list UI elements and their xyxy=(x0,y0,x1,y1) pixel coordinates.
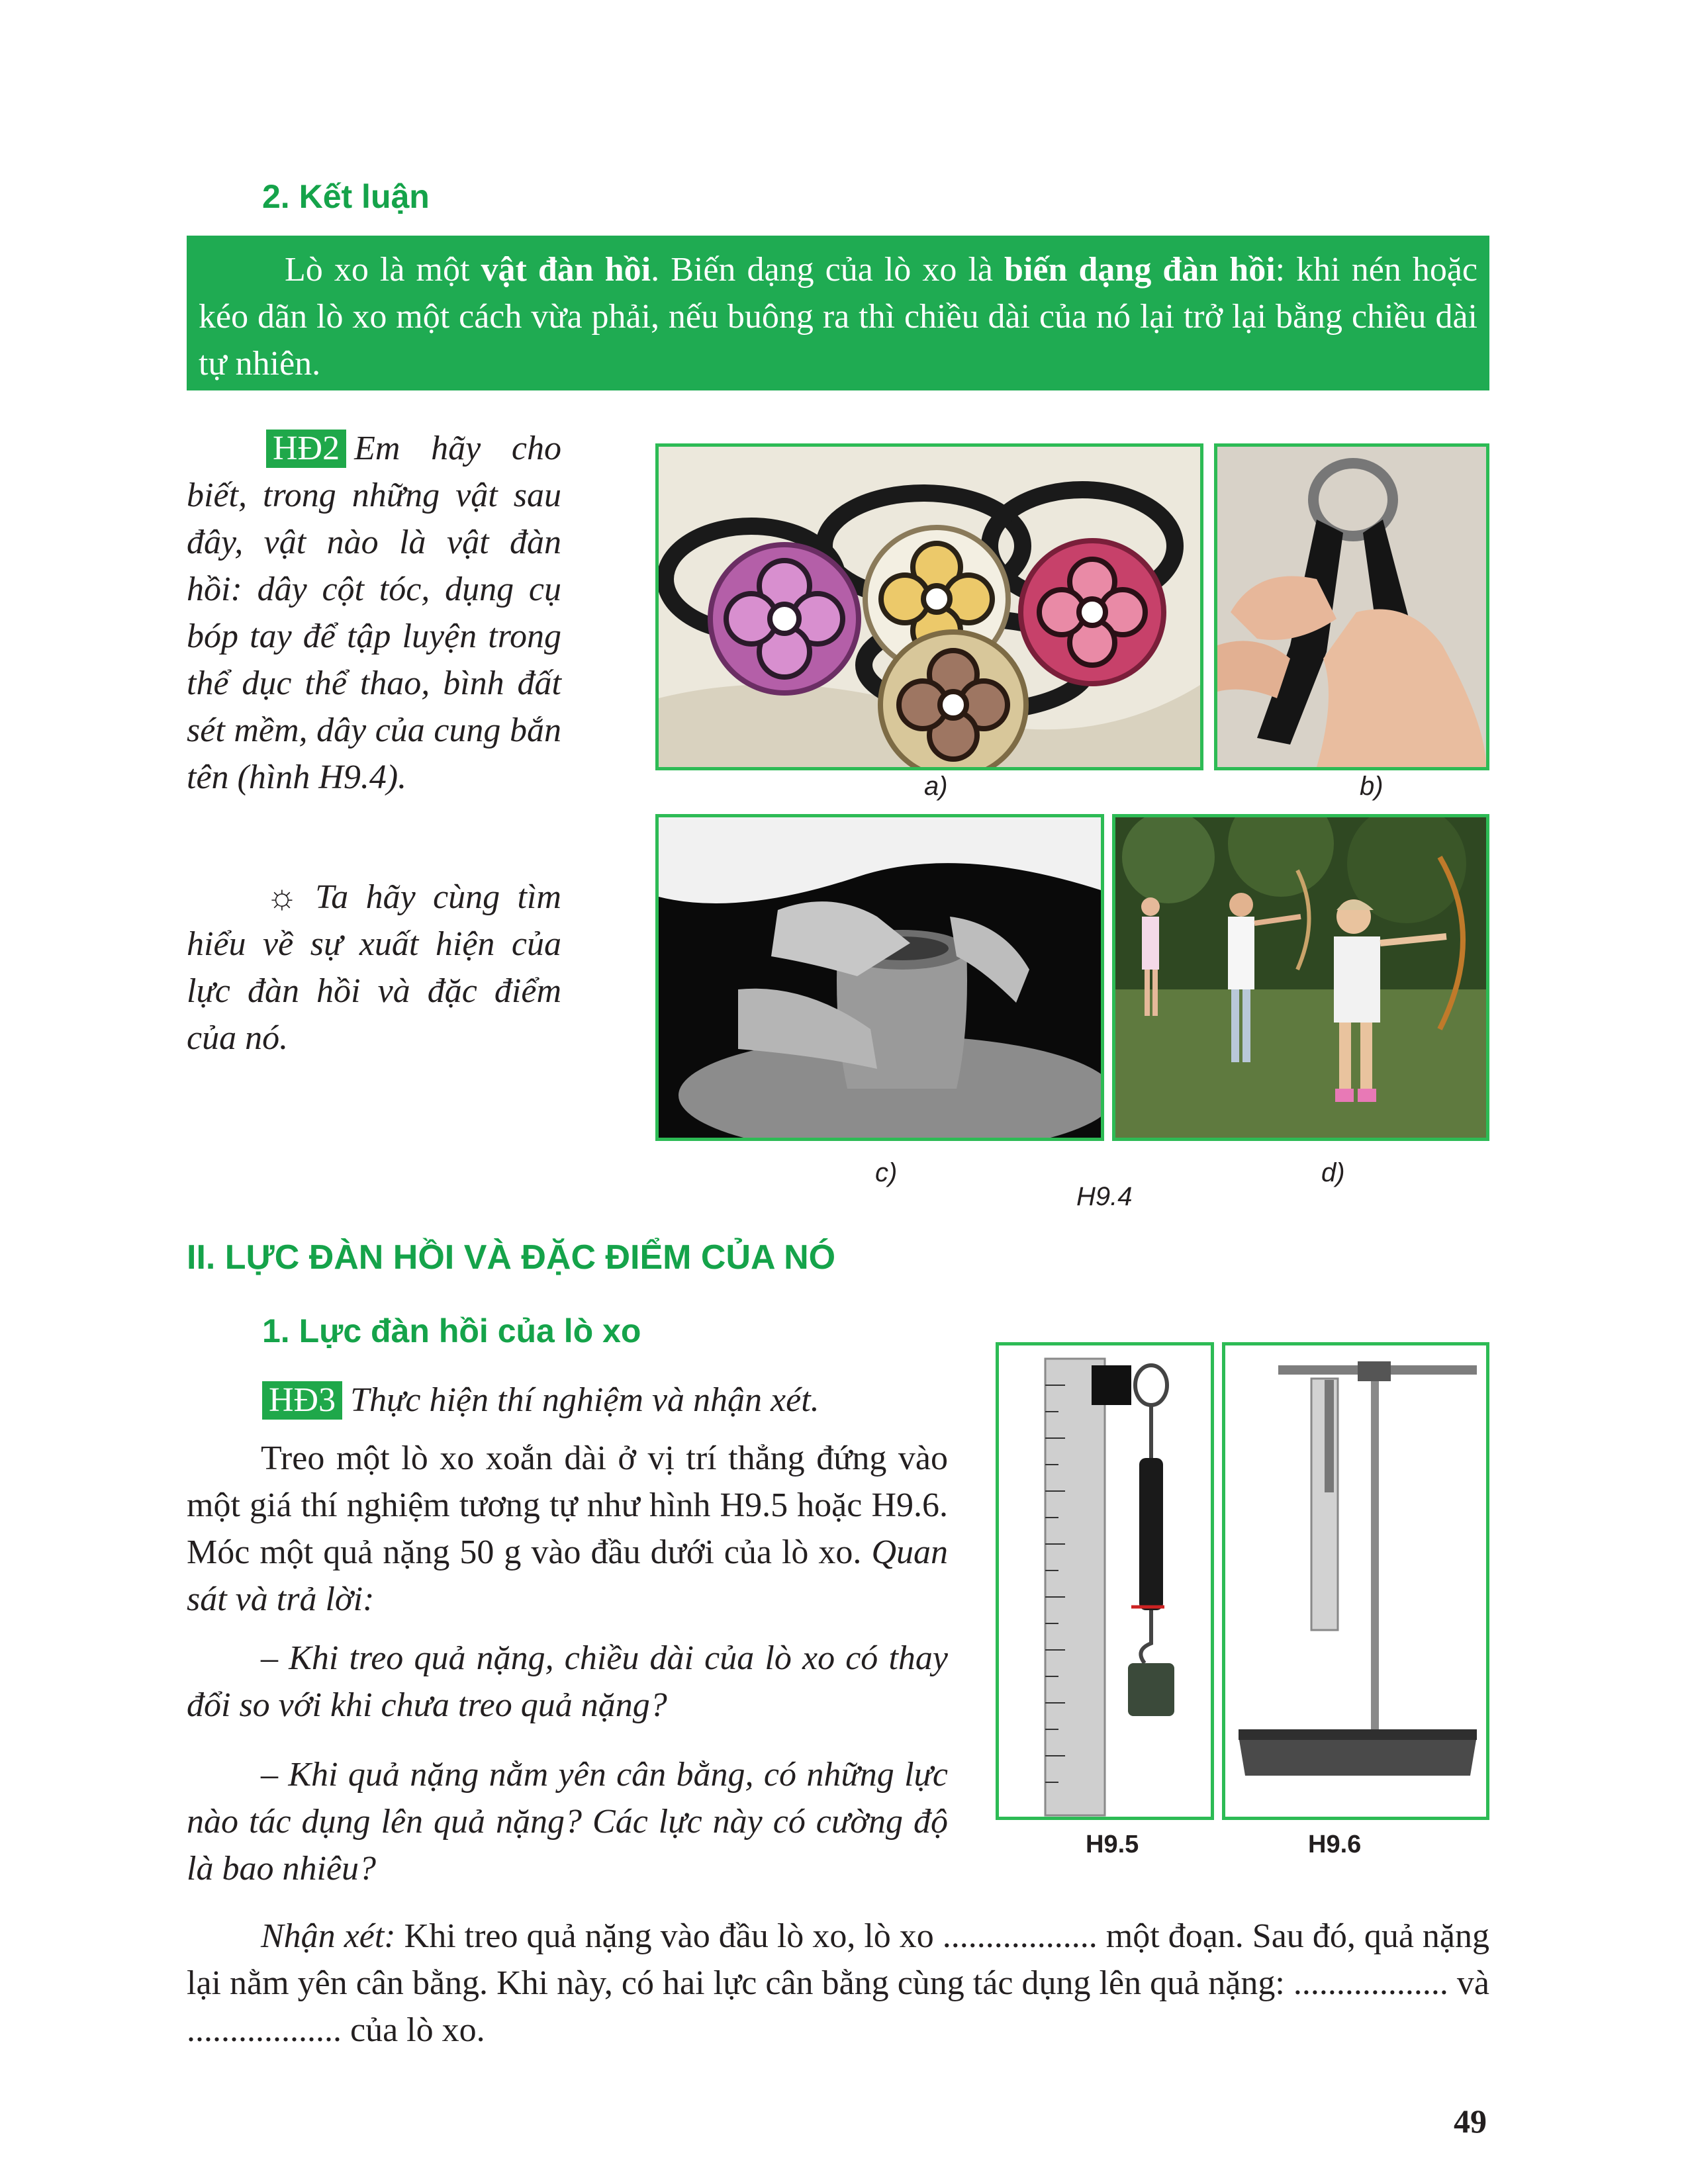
hd3-title: Thực hiện thí nghiệm và nhận xét. xyxy=(350,1381,820,1419)
conclusion-text-3: : khi nén hoặc kéo dãn lò xo một cách vừa phải, nếu buông ra thì chiều dài của nó lại trở lại bằng chiều dài tự nhiên. xyxy=(199,251,1478,383)
caption-a: a) xyxy=(924,772,948,801)
hd3-question-1 xyxy=(187,1635,948,1729)
flower-button-purple xyxy=(710,545,859,693)
hd2-explore-paragraph xyxy=(187,874,561,1062)
conclusion-bold-1: vật đàn hồi xyxy=(481,251,651,289)
conclusion-heading: 2. Kết luận xyxy=(262,178,430,215)
caption-d: d) xyxy=(1321,1158,1345,1187)
hd3-question-2 xyxy=(187,1751,948,1892)
photo-archery xyxy=(1112,814,1489,1141)
caption-h9-6: H9.6 xyxy=(1308,1831,1362,1858)
hd3-question-2-text: – Khi quả nặng nằm yên cân bằng, có những lực nào tác dụng lên quả nặng? Các lực này có cường độ là bao nhiêu? xyxy=(187,1756,948,1888)
caption-b: b) xyxy=(1360,772,1383,801)
remark-paragraph xyxy=(187,1913,1489,2054)
hd2-text: Em hãy cho biết, trong những vật sau đây, vật nào là vật đàn hồi: dây cột tóc, dụng cụ bóp tay để tập luyện trong thể dục thể thao, bình đất sét mềm, dây của cung bắn tên (hình H9.4). xyxy=(187,430,561,796)
hd3-paragraph xyxy=(187,1435,948,1623)
hd3-para1: Treo một lò xo xoắn dài ở vị trí thẳng đứng vào một giá thí nghiệm tương tự như hình H9.5 hoặc H9.6. Móc một quả nặng 50 g vào đầu dưới của lò xo. xyxy=(187,1439,948,1571)
caption-h9-5: H9.5 xyxy=(1086,1831,1139,1858)
photo-spring-scale-ruler xyxy=(996,1342,1214,1820)
hd3-question-1-text: – Khi treo quả nặng, chiều dài của lò xo có thay đổi so với khi chưa treo quả nặng? xyxy=(187,1639,948,1724)
hd3-title-line xyxy=(262,1377,820,1424)
sun-icon: ☼ xyxy=(266,878,298,916)
photo-pottery xyxy=(655,814,1104,1141)
hd3-para1-italic: Quan sát và trả lời: xyxy=(187,1533,948,1618)
conclusion-box xyxy=(187,236,1489,390)
remark-label: Nhận xét: xyxy=(261,1917,396,1955)
conclusion-text-1: Lò xo là một xyxy=(285,251,481,289)
hd2-paragraph xyxy=(187,425,561,801)
photo-hair-ties xyxy=(655,443,1203,770)
caption-c: c) xyxy=(875,1158,898,1187)
hd2-explore-text: Ta hãy cùng tìm hiểu về sự xuất hiện của lực đàn hồi và đặc điểm của nó. xyxy=(187,878,561,1057)
conclusion-bold-2: biến dạng đàn hồi xyxy=(1004,251,1276,289)
remark-text: Khi treo quả nặng vào đầu lò xo, lò xo .................. một đoạn. Sau đó, quả nặng lại nằm yên cân bằng. Khi này, có hai lực cân bằng cùng tác dụng lên quả nặng: .................. và .................. của lò xo. xyxy=(187,1917,1489,2049)
figure-h9-4-caption: H9.4 xyxy=(1076,1182,1133,1211)
hd2-badge: HĐ2 xyxy=(266,430,346,468)
photo-lab-stand xyxy=(1222,1342,1489,1820)
page-number: 49 xyxy=(1454,2103,1487,2140)
hd3-badge: HĐ3 xyxy=(262,1381,342,1420)
conclusion-text-2: . Biến dạng của lò xo là xyxy=(651,251,1005,289)
photo-hand-gripper xyxy=(1214,443,1489,770)
subsection-heading: 1. Lực đàn hồi của lò xo xyxy=(262,1312,641,1349)
section-heading: II. LỰC ĐÀN HỒI VÀ ĐẶC ĐIỂM CỦA NÓ xyxy=(187,1238,836,1277)
